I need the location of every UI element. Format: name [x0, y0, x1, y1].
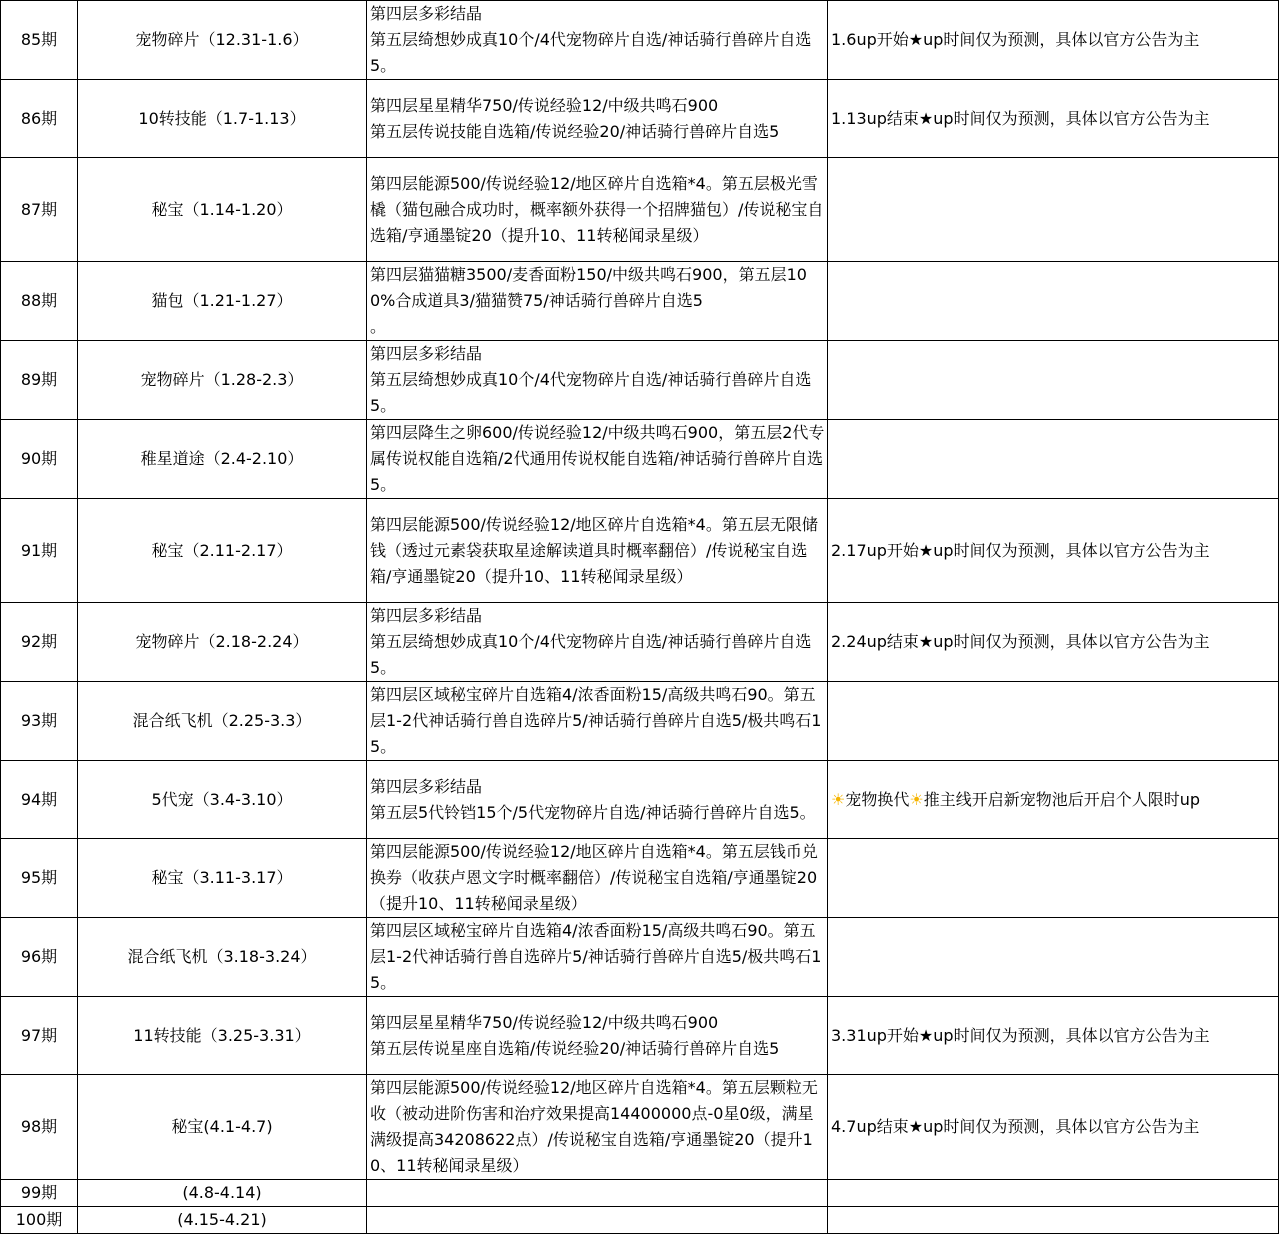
- reward-cell: 第四层星星精华750/传说经验12/中级共鸣石900 第五层传说技能自选箱/传说经验20/神话骑行兽碎片自选5: [367, 80, 828, 158]
- table-row: [1, 918, 1279, 997]
- period-cell: 97期: [1, 997, 78, 1075]
- sun-icon: ☀: [909, 789, 924, 809]
- theme-cell: 秘宝（1.14-1.20）: [78, 158, 367, 262]
- period-cell: 93期: [1, 682, 78, 761]
- note-cell: 2.24up结束★up时间仅为预测，具体以官方公告为主: [828, 603, 1279, 682]
- period-cell: 98期: [1, 1075, 78, 1180]
- reward-cell: 第四层多彩结晶 第五层绮想妙成真10个/4代宠物碎片自选/神话骑行兽碎片自选5。: [367, 603, 828, 682]
- table-row: [1, 158, 1279, 262]
- note-cell: [828, 341, 1279, 420]
- theme-cell: 宠物碎片（1.28-2.3）: [78, 341, 367, 420]
- theme-cell: 宠物碎片（12.31-1.6）: [78, 1, 367, 80]
- reward-cell: [367, 1180, 828, 1207]
- note-cell: [828, 1180, 1279, 1207]
- period-cell: 99期: [1, 1180, 78, 1207]
- note-cell: 1.6up开始★up时间仅为预测，具体以官方公告为主: [828, 1, 1279, 80]
- reward-cell: 第四层降生之卵600/传说经验12/中级共鸣石900，第五层2代专属传说权能自选箱/2代通用传说权能自选箱/神话骑行兽碎片自选5。: [367, 420, 828, 499]
- theme-cell: 宠物碎片（2.18-2.24）: [78, 603, 367, 682]
- reward-cell: 第四层区域秘宝碎片自选箱4/浓香面粉15/高级共鸣石90。第五层1-2代神话骑行兽自选碎片5/神话骑行兽碎片自选5/极共鸣石15。: [367, 682, 828, 761]
- table-row: [1, 262, 1279, 341]
- period-cell: 95期: [1, 839, 78, 918]
- period-cell: 86期: [1, 80, 78, 158]
- period-cell: 89期: [1, 341, 78, 420]
- reward-cell: 第四层星星精华750/传说经验12/中级共鸣石900 第五层传说星座自选箱/传说经验20/神话骑行兽碎片自选5: [367, 997, 828, 1075]
- reward-cell: 第四层区域秘宝碎片自选箱4/浓香面粉15/高级共鸣石90。第五层1-2代神话骑行兽自选碎片5/神话骑行兽碎片自选5/极共鸣石15。: [367, 918, 828, 997]
- reward-cell: 第四层能源500/传说经验12/地区碎片自选箱*4。第五层钱币兑换券（收获卢恩文字时概率翻倍）/传说秘宝自选箱/亨通墨锭20（提升10、11转秘闻录星级）: [367, 839, 828, 918]
- note-cell: 3.31up开始★up时间仅为预测，具体以官方公告为主: [828, 997, 1279, 1075]
- reward-cell: 第四层猫猫糖3500/麦香面粉150/中级共鸣石900，第五层100%合成道具3/猫猫赞75/神话骑行兽碎片自选5 。: [367, 262, 828, 341]
- note-cell: [828, 682, 1279, 761]
- theme-cell: 秘宝(4.1-4.7): [78, 1075, 367, 1180]
- theme-cell: 秘宝（2.11-2.17）: [78, 499, 367, 603]
- reward-cell: 第四层多彩结晶 第五层5代铃铛15个/5代宠物碎片自选/神话骑行兽碎片自选5。: [367, 761, 828, 839]
- table-row: [1, 1075, 1279, 1180]
- table-row: [1, 682, 1279, 761]
- reward-cell: 第四层能源500/传说经验12/地区碎片自选箱*4。第五层极光雪橇（猫包融合成功时，概率额外获得一个招牌猫包）/传说秘宝自选箱/亨通墨锭20（提升10、11转秘闻录星级）: [367, 158, 828, 262]
- theme-cell: (4.15-4.21): [78, 1207, 367, 1234]
- table-row: [1, 420, 1279, 499]
- period-cell: 92期: [1, 603, 78, 682]
- table-row: [1, 80, 1279, 158]
- table-row: [1, 761, 1279, 839]
- reward-cell: 第四层能源500/传说经验12/地区碎片自选箱*4。第五层颗粒无收（被动进阶伤害和治疗效果提高14400000点-0星0级，满星满级提高34208622点）/传说秘宝自选箱/亨通墨锭20（提升10、11转秘闻录星级）: [367, 1075, 828, 1180]
- reward-cell: 第四层能源500/传说经验12/地区碎片自选箱*4。第五层无限储钱（透过元素袋获取星途解读道具时概率翻倍）/传说秘宝自选箱/亨通墨锭20（提升10、11转秘闻录星级）: [367, 499, 828, 603]
- theme-cell: 秘宝（3.11-3.17）: [78, 839, 367, 918]
- period-cell: 90期: [1, 420, 78, 499]
- reward-cell: 第四层多彩结晶 第五层绮想妙成真10个/4代宠物碎片自选/神话骑行兽碎片自选5。: [367, 1, 828, 80]
- table-row: [1, 997, 1279, 1075]
- note-pet-upgrade: 宠物换代: [845, 789, 910, 809]
- table-row: [1, 1180, 1279, 1207]
- note-cell: 2.17up开始★up时间仅为预测，具体以官方公告为主: [828, 499, 1279, 603]
- period-cell: 85期: [1, 1, 78, 80]
- note-cell: [828, 1207, 1279, 1234]
- reward-cell: 第四层多彩结晶 第五层绮想妙成真10个/4代宠物碎片自选/神话骑行兽碎片自选5。: [367, 341, 828, 420]
- theme-cell: 11转技能（3.25-3.31）: [78, 997, 367, 1075]
- table-row: [1, 341, 1279, 420]
- theme-cell: 稚星道途（2.4-2.10）: [78, 420, 367, 499]
- period-cell: 100期: [1, 1207, 78, 1234]
- sun-icon: ☀: [831, 789, 846, 809]
- reward-cell: [367, 1207, 828, 1234]
- table-row: [1, 839, 1279, 918]
- note-cell: [828, 761, 1279, 839]
- note-cell: [828, 839, 1279, 918]
- theme-cell: 猫包（1.21-1.27）: [78, 262, 367, 341]
- theme-cell: 混合纸飞机（3.18-3.24）: [78, 918, 367, 997]
- note-cell: [828, 262, 1279, 341]
- period-cell: 88期: [1, 262, 78, 341]
- table-row: [1, 1207, 1279, 1234]
- table-row: [1, 1, 1279, 80]
- note-cell: [828, 918, 1279, 997]
- theme-cell: 5代宠（3.4-3.10）: [78, 761, 367, 839]
- period-cell: 87期: [1, 158, 78, 262]
- theme-cell: 10转技能（1.7-1.13）: [78, 80, 367, 158]
- theme-cell: (4.8-4.14): [78, 1180, 367, 1207]
- note-cell: [828, 420, 1279, 499]
- theme-cell: 混合纸飞机（2.25-3.3）: [78, 682, 367, 761]
- table-row: [1, 499, 1279, 603]
- period-cell: 91期: [1, 499, 78, 603]
- note-pet-upgrade-detail: 推主线开启新宠物池后开启个人限时up: [923, 789, 1201, 809]
- note-cell: [828, 158, 1279, 262]
- note-cell: 1.13up结束★up时间仅为预测，具体以官方公告为主: [828, 80, 1279, 158]
- period-cell: 96期: [1, 918, 78, 997]
- note-cell: 4.7up结束★up时间仅为预测，具体以官方公告为主: [828, 1075, 1279, 1180]
- table-row: [1, 603, 1279, 682]
- period-cell: 94期: [1, 761, 78, 839]
